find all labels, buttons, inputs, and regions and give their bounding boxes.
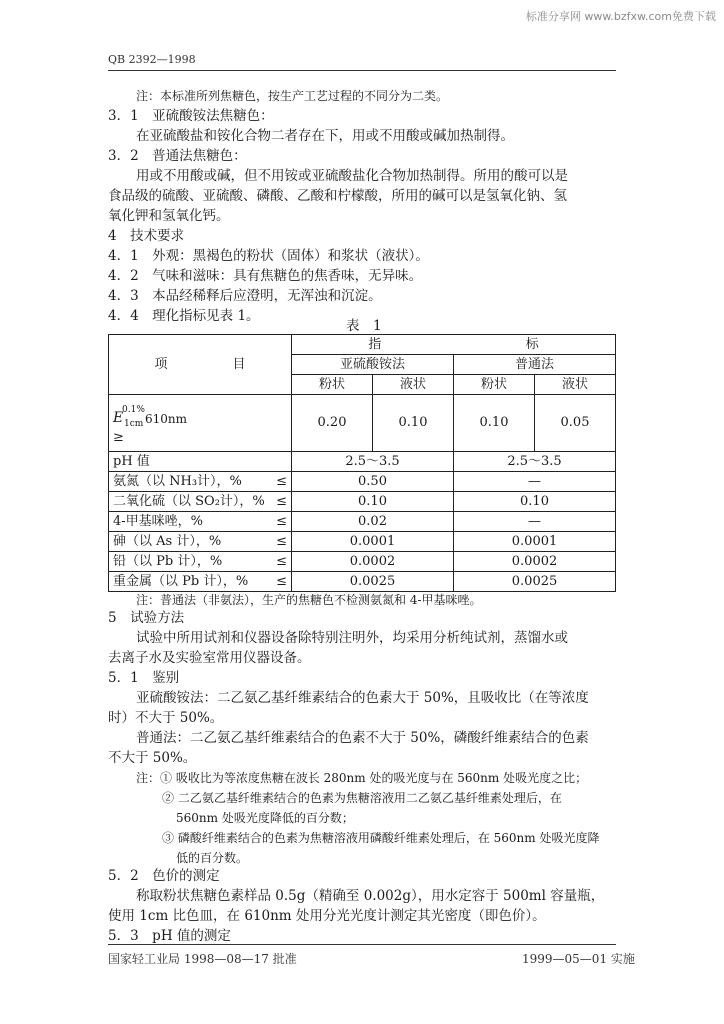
table-cell: 0.10 xyxy=(454,395,535,452)
table-note: 注：普通法（非氨法），生产的焦糖色不检测氨氮和 4-甲基咪唑。 xyxy=(136,593,482,607)
spec-table xyxy=(108,334,616,592)
le-symbol: ≤ xyxy=(276,513,287,529)
table-cell: 2.5～3.5 xyxy=(454,452,616,472)
table-row xyxy=(109,472,616,492)
table-row xyxy=(109,532,616,552)
table-row xyxy=(109,492,616,512)
note-2-line2: 560nm 处吸光度降低的百分数； xyxy=(176,811,354,825)
absorbance-symbol: E xyxy=(113,410,124,426)
section-4-heading: 4 技术要求 xyxy=(108,228,185,244)
site-watermark: 标准分享网 www.bzfxw.com免费下载 xyxy=(525,10,716,23)
header-index xyxy=(292,335,616,355)
table-row-ph xyxy=(109,452,616,472)
table-row xyxy=(109,512,616,532)
note-1: 注：① 吸收比为等浓度焦糖在波长 280nm 处的吸光度与在 560nm 处吸光度之比； xyxy=(136,771,588,785)
section-5-line1: 试验中所用试剂和仪器设备除特别注明外，均采用分析纯试剂，蒸馏水或 xyxy=(136,630,568,646)
section-5-2-line2: 使用 1cm 比色皿，在 610nm 处用分光光度计测定其光密度（即色价）。 xyxy=(108,908,546,924)
table-cell: 0.0025 xyxy=(454,572,616,592)
absorbance-wavelength: 610nm xyxy=(145,412,188,426)
row-label: 二氧化硫（以 SO₂计），% xyxy=(113,493,265,509)
absorbance-ge: ≥ xyxy=(113,430,124,445)
section-3-2-line2: 食品级的硫酸、亚硫酸、磷酸、乙酸和柠檬酸，所用的碱可以是氢氧化钠、氢 xyxy=(108,188,567,204)
footer-rule xyxy=(108,944,616,945)
row-label-cell xyxy=(109,532,292,552)
table-cell: 0.0025 xyxy=(292,572,454,592)
absorbance-sub: 1cm xyxy=(124,419,144,429)
identification-common-line2: 不大于 50%。 xyxy=(108,750,197,766)
absorbance-label xyxy=(109,395,292,452)
section-3-2-line3: 氧化钾和氢氧化钙。 xyxy=(108,208,230,224)
section-3-1-text: 在亚硫酸盐和铵化合物二者存在下，用或不用酸或碱加热制得。 xyxy=(136,128,514,144)
table-cell: 0.10 xyxy=(454,492,616,512)
section-4-2: 4．2 气味和滋味：具有焦糖色的焦香味，无异味。 xyxy=(108,268,423,284)
row-label: 重金属（以 Pb 计），% xyxy=(113,573,249,589)
classification-note: 注：本标准所列焦糖色，按生产工艺过程的不同分为二类。 xyxy=(136,89,449,103)
table-cell: — xyxy=(454,512,616,532)
table-row xyxy=(109,552,616,572)
row-label-cell xyxy=(109,512,292,532)
section-5-3-heading: 5．3 pH 值的测定 xyxy=(108,928,231,944)
table-cell: 0.0001 xyxy=(454,532,616,552)
section-3-2-line1: 用或不用酸或碱，但不用铵或亚硫酸盐化合物加热制得。所用的酸可以是 xyxy=(136,168,568,184)
section-5-line2: 去离子水及实验室常用仪器设备。 xyxy=(108,650,311,666)
table-cell: 2.5～3.5 xyxy=(292,452,454,472)
header-index-char-2: 标 xyxy=(525,336,539,352)
identification-sulfite-line2: 时）不大于 50%。 xyxy=(108,710,224,726)
table-title: 表 1 xyxy=(346,318,382,334)
section-3-2-heading: 3．2 普通法焦糖色： xyxy=(108,148,247,164)
le-symbol: ≤ xyxy=(276,573,287,589)
header-item: 项 目 xyxy=(109,335,292,395)
row-label: 铅（以 Pb 计），% xyxy=(113,553,223,569)
section-4-4: 4．4 理化指标见表 1。 xyxy=(108,308,260,324)
note-2-line1: ② 二乙氨乙基纤维素结合的色素为焦糖溶液用二乙氨乙基纤维素处理后，在 xyxy=(162,791,562,805)
row-label: 4-甲基咪唑，% xyxy=(113,513,204,529)
header-powder: 粉状 xyxy=(454,375,535,395)
table-cell: 0.02 xyxy=(292,512,454,532)
table-cell: — xyxy=(454,472,616,492)
table-row xyxy=(109,572,616,592)
header-liquid: 液状 xyxy=(535,375,616,395)
table-cell: 0.05 xyxy=(535,395,616,452)
header-sulfite-method: 亚硫酸铵法 xyxy=(292,355,454,375)
standard-number: QB 2392—1998 xyxy=(108,53,196,66)
le-symbol: ≤ xyxy=(276,533,287,549)
row-label-cell xyxy=(109,552,292,572)
ph-label: pH 值 xyxy=(109,452,292,472)
row-label-cell xyxy=(109,572,292,592)
section-4-1: 4．1 外观：黑褐色的粉状（固体）和浆状（液状）。 xyxy=(108,248,429,264)
section-5-1-heading: 5．1 鉴别 xyxy=(108,670,180,686)
row-label: 砷（以 As 计），% xyxy=(113,533,222,549)
header-rule xyxy=(108,70,616,71)
row-label-cell xyxy=(109,472,292,492)
row-label: 氨氮（以 NH₃计），% xyxy=(113,473,242,489)
approval-date: 国家轻工业局 1998—08—17 批准 xyxy=(108,952,297,966)
table-cell: 0.20 xyxy=(292,395,373,452)
table-cell: 0.10 xyxy=(292,492,454,512)
table-cell: 0.0002 xyxy=(292,552,454,572)
table-cell: 0.10 xyxy=(373,395,454,452)
row-label-cell xyxy=(109,492,292,512)
header-index-char-1: 指 xyxy=(368,336,382,352)
table-cell: 0.0001 xyxy=(292,532,454,552)
section-5-2-heading: 5．2 色价的测定 xyxy=(108,868,220,884)
table-row-absorbance xyxy=(109,395,616,452)
table-cell: 0.0002 xyxy=(454,552,616,572)
header-powder: 粉状 xyxy=(292,375,373,395)
note-3-line2: 低的百分数。 xyxy=(176,851,249,865)
note-3-line1: ③ 磷酸纤维素结合的色素为焦糖溶液用磷酸纤维素处理后，在 560nm 处吸光度降 xyxy=(162,831,600,845)
implementation-date: 1999—05—01 实施 xyxy=(522,952,635,966)
identification-common-line1: 普通法：二乙氨乙基纤维素结合的色素不大于 50%，磷酸纤维素结合的色素 xyxy=(136,730,589,746)
section-3-1-heading: 3．1 亚硫酸铵法焦糖色： xyxy=(108,108,274,124)
header-liquid: 液状 xyxy=(373,375,454,395)
header-common-method: 普通法 xyxy=(454,355,616,375)
table-cell: 0.50 xyxy=(292,472,454,492)
le-symbol: ≤ xyxy=(276,493,287,509)
section-5-heading: 5 试验方法 xyxy=(108,610,185,626)
table-header-row-1 xyxy=(109,335,616,355)
le-symbol: ≤ xyxy=(276,473,287,489)
le-symbol: ≤ xyxy=(276,553,287,569)
section-5-2-line1: 称取粉状焦糖色素样品 0.5g（精确至 0.002g），用水定容于 500ml 容量瓶， xyxy=(136,888,605,904)
absorbance-sup: 0.1% xyxy=(122,405,145,415)
section-4-3: 4．3 本品经稀释后应澄明，无浑浊和沉淀。 xyxy=(108,288,382,304)
identification-sulfite-line1: 亚硫酸铵法：二乙氨乙基纤维素结合的色素大于 50%，且吸收比（在等浓度 xyxy=(136,690,589,706)
